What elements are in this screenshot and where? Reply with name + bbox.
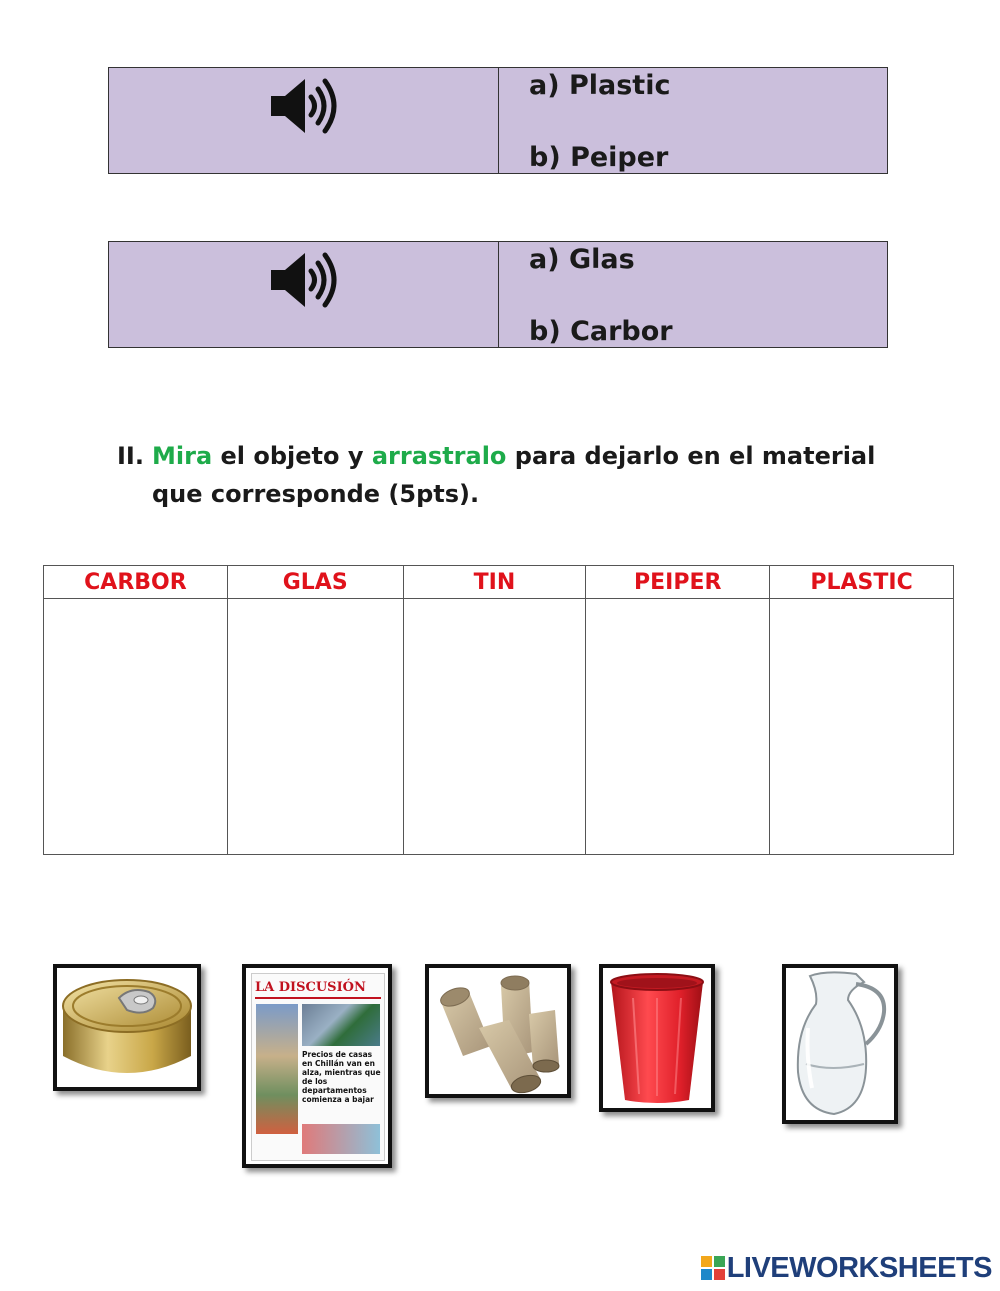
speaker-cell — [109, 68, 499, 173]
option-b[interactable]: b) Peiper — [529, 142, 669, 173]
drop-zone-tin[interactable] — [403, 599, 586, 855]
instruction-part: para dejarlo en el material que corresponde (5pts). — [152, 442, 876, 508]
instruction-part: el objeto y — [212, 442, 372, 470]
sorting-table — [43, 565, 954, 855]
draggable-card-newspaper[interactable] — [242, 964, 392, 1168]
column-header-tin: TIN — [403, 566, 586, 599]
draggable-card-glass-jug[interactable] — [782, 964, 898, 1124]
column-header-peiper: PEIPER — [586, 566, 770, 599]
glass-jug-image — [786, 968, 894, 1120]
brand-name: LIVEWORKSHEETS — [726, 1252, 992, 1284]
plastic-cup-image — [603, 968, 711, 1108]
draggable-card-cardboard-tubes[interactable] — [425, 964, 571, 1098]
option-a[interactable]: a) Glas — [529, 244, 635, 275]
speaker-icon[interactable] — [269, 247, 341, 313]
newspaper-headline: Precios de casas en Chillán van en alza, mientras que de los departamentos comienza a bajar — [302, 1050, 381, 1104]
instruction-text — [152, 437, 912, 513]
audio-question-2 — [108, 241, 888, 348]
column-header-glas: GLAS — [227, 566, 403, 599]
column-header-carbor: CARBOR — [44, 566, 228, 599]
audio-question-1 — [108, 67, 888, 174]
instruction-keyword-mira: Mira — [152, 442, 213, 470]
cardboard-tubes-image — [429, 968, 567, 1094]
newspaper-masthead: LA DISCUSIÓN — [255, 980, 366, 995]
draggable-card-tin-can[interactable] — [53, 964, 201, 1091]
section-number: II. — [117, 442, 144, 470]
option-b[interactable]: b) Carbor — [529, 316, 673, 347]
speaker-cell — [109, 242, 499, 347]
draggable-card-plastic-cup[interactable] — [599, 964, 715, 1112]
speaker-icon[interactable] — [269, 73, 341, 139]
option-a[interactable]: a) Plastic — [529, 70, 671, 101]
liveworksheets-logo — [701, 1252, 992, 1285]
instruction-keyword-arrastralo: arrastralo — [371, 442, 507, 470]
drop-zone-carbor[interactable] — [44, 599, 228, 855]
drop-zone-plastic[interactable] — [770, 599, 954, 855]
newspaper-image — [251, 973, 385, 1161]
liveworksheets-logo-icon — [701, 1256, 725, 1280]
column-header-plastic: PLASTIC — [770, 566, 954, 599]
drop-zone-glas[interactable] — [227, 599, 403, 855]
drop-zone-peiper[interactable] — [586, 599, 770, 855]
tin-can-image — [57, 968, 197, 1087]
